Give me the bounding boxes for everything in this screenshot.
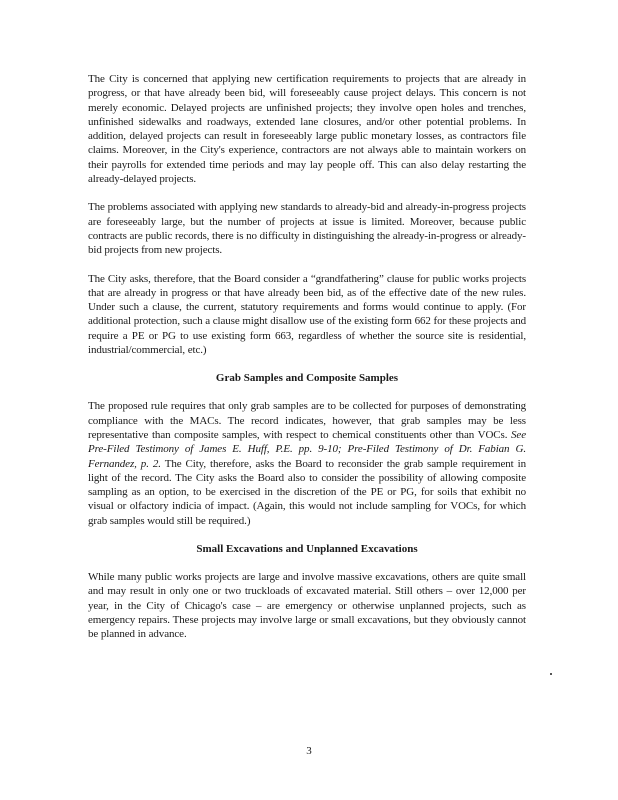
section-heading-grab-samples: Grab Samples and Composite Samples	[215, 372, 399, 385]
paragraph-project-delays: The City is concerned that applying new certification requirements to projects that are already in progress, or that have already been bid, will foreseeably cause project delays. This concern is not merely economic. Delayed projects are unfinished projects; they involve open holes and trenches, unfinished sidewalks and roadways, extended lane closures, and/or other potential problems. In addition, delayed projects can result in foreseeably large public monetary losses, as contractors file claims. Moreover, in the City's experience, contractors are not always able to maintain workers on their payrolls for extended time periods and may lay people off. This can also delay restarting the already-delayed projects.	[88, 73, 526, 186]
paragraph-small-excavations: While many public works projects are large and involve massive excavations, others are quite small and may result in only one or two truckloads of excavated material. Still others – over 12,000 per year, in the City of Chicago's case – are emergency or otherwise unplanned projects, such as emergency repairs. These projects may involve large or small excavations, but they obviously cannot be planned in advance.	[88, 571, 526, 641]
paragraph-limited-projects: The problems associated with applying new standards to already-bid and already-in-progress projects are foreseeably large, but the number of projects at issue is limited. Moreover, because public contracts are public records, there is no difficulty in distinguishing the already-in-progress or already-bid projects from new projects.	[88, 201, 526, 257]
paragraph-grandfathering-clause: The City asks, therefore, that the Board consider a “grandfathering” clause for public works projects that are already in progress or that have already been bid, as of the effective date of the new rules. Under such a clause, the current, statutory requirements and forms would continue to apply. (For additional protection, such a clause might disallow use of the existing form 662 for these projects and require a PE or PG to use existing form 663, regardless of whether the source site is residential, industrial/commercial, etc.)	[88, 272, 526, 357]
page-number: 3	[306, 745, 312, 757]
document-body	[88, 72, 526, 642]
paragraph-grab-samples	[88, 399, 526, 528]
section-heading-small-excavations: Small Excavations and Unplanned Excavations	[196, 543, 418, 556]
grab-samples-text-start: The proposed rule requires that only grab samples are to be collected for purposes of demonstrating compliance with the MACs. The record indicates, however, that grab samples may be less representative than composite samples, with respect to chemical constituents other than VOCs.	[88, 400, 526, 441]
margin-mark	[550, 673, 552, 675]
grab-samples-text-end: The City, therefore, asks the Board to reconsider the grab sample requirement in light of the record. The City asks the Board also to consider the possibility of allowing composite sampling as an option, to be exercised in the discretion of the PE or PG, for soils that exhibit no visual or olfactory indicia of impact. (Again, this would not include sampling for VOCs, for which grab samples would still be required.)	[88, 457, 527, 527]
testimony-citation: See Pre-Filed Testimony of James E. Huff, P.E. pp. 9-10; Pre-Filed Testimony of Dr. Fabian G. Fernandez, p. 2.	[88, 428, 526, 470]
